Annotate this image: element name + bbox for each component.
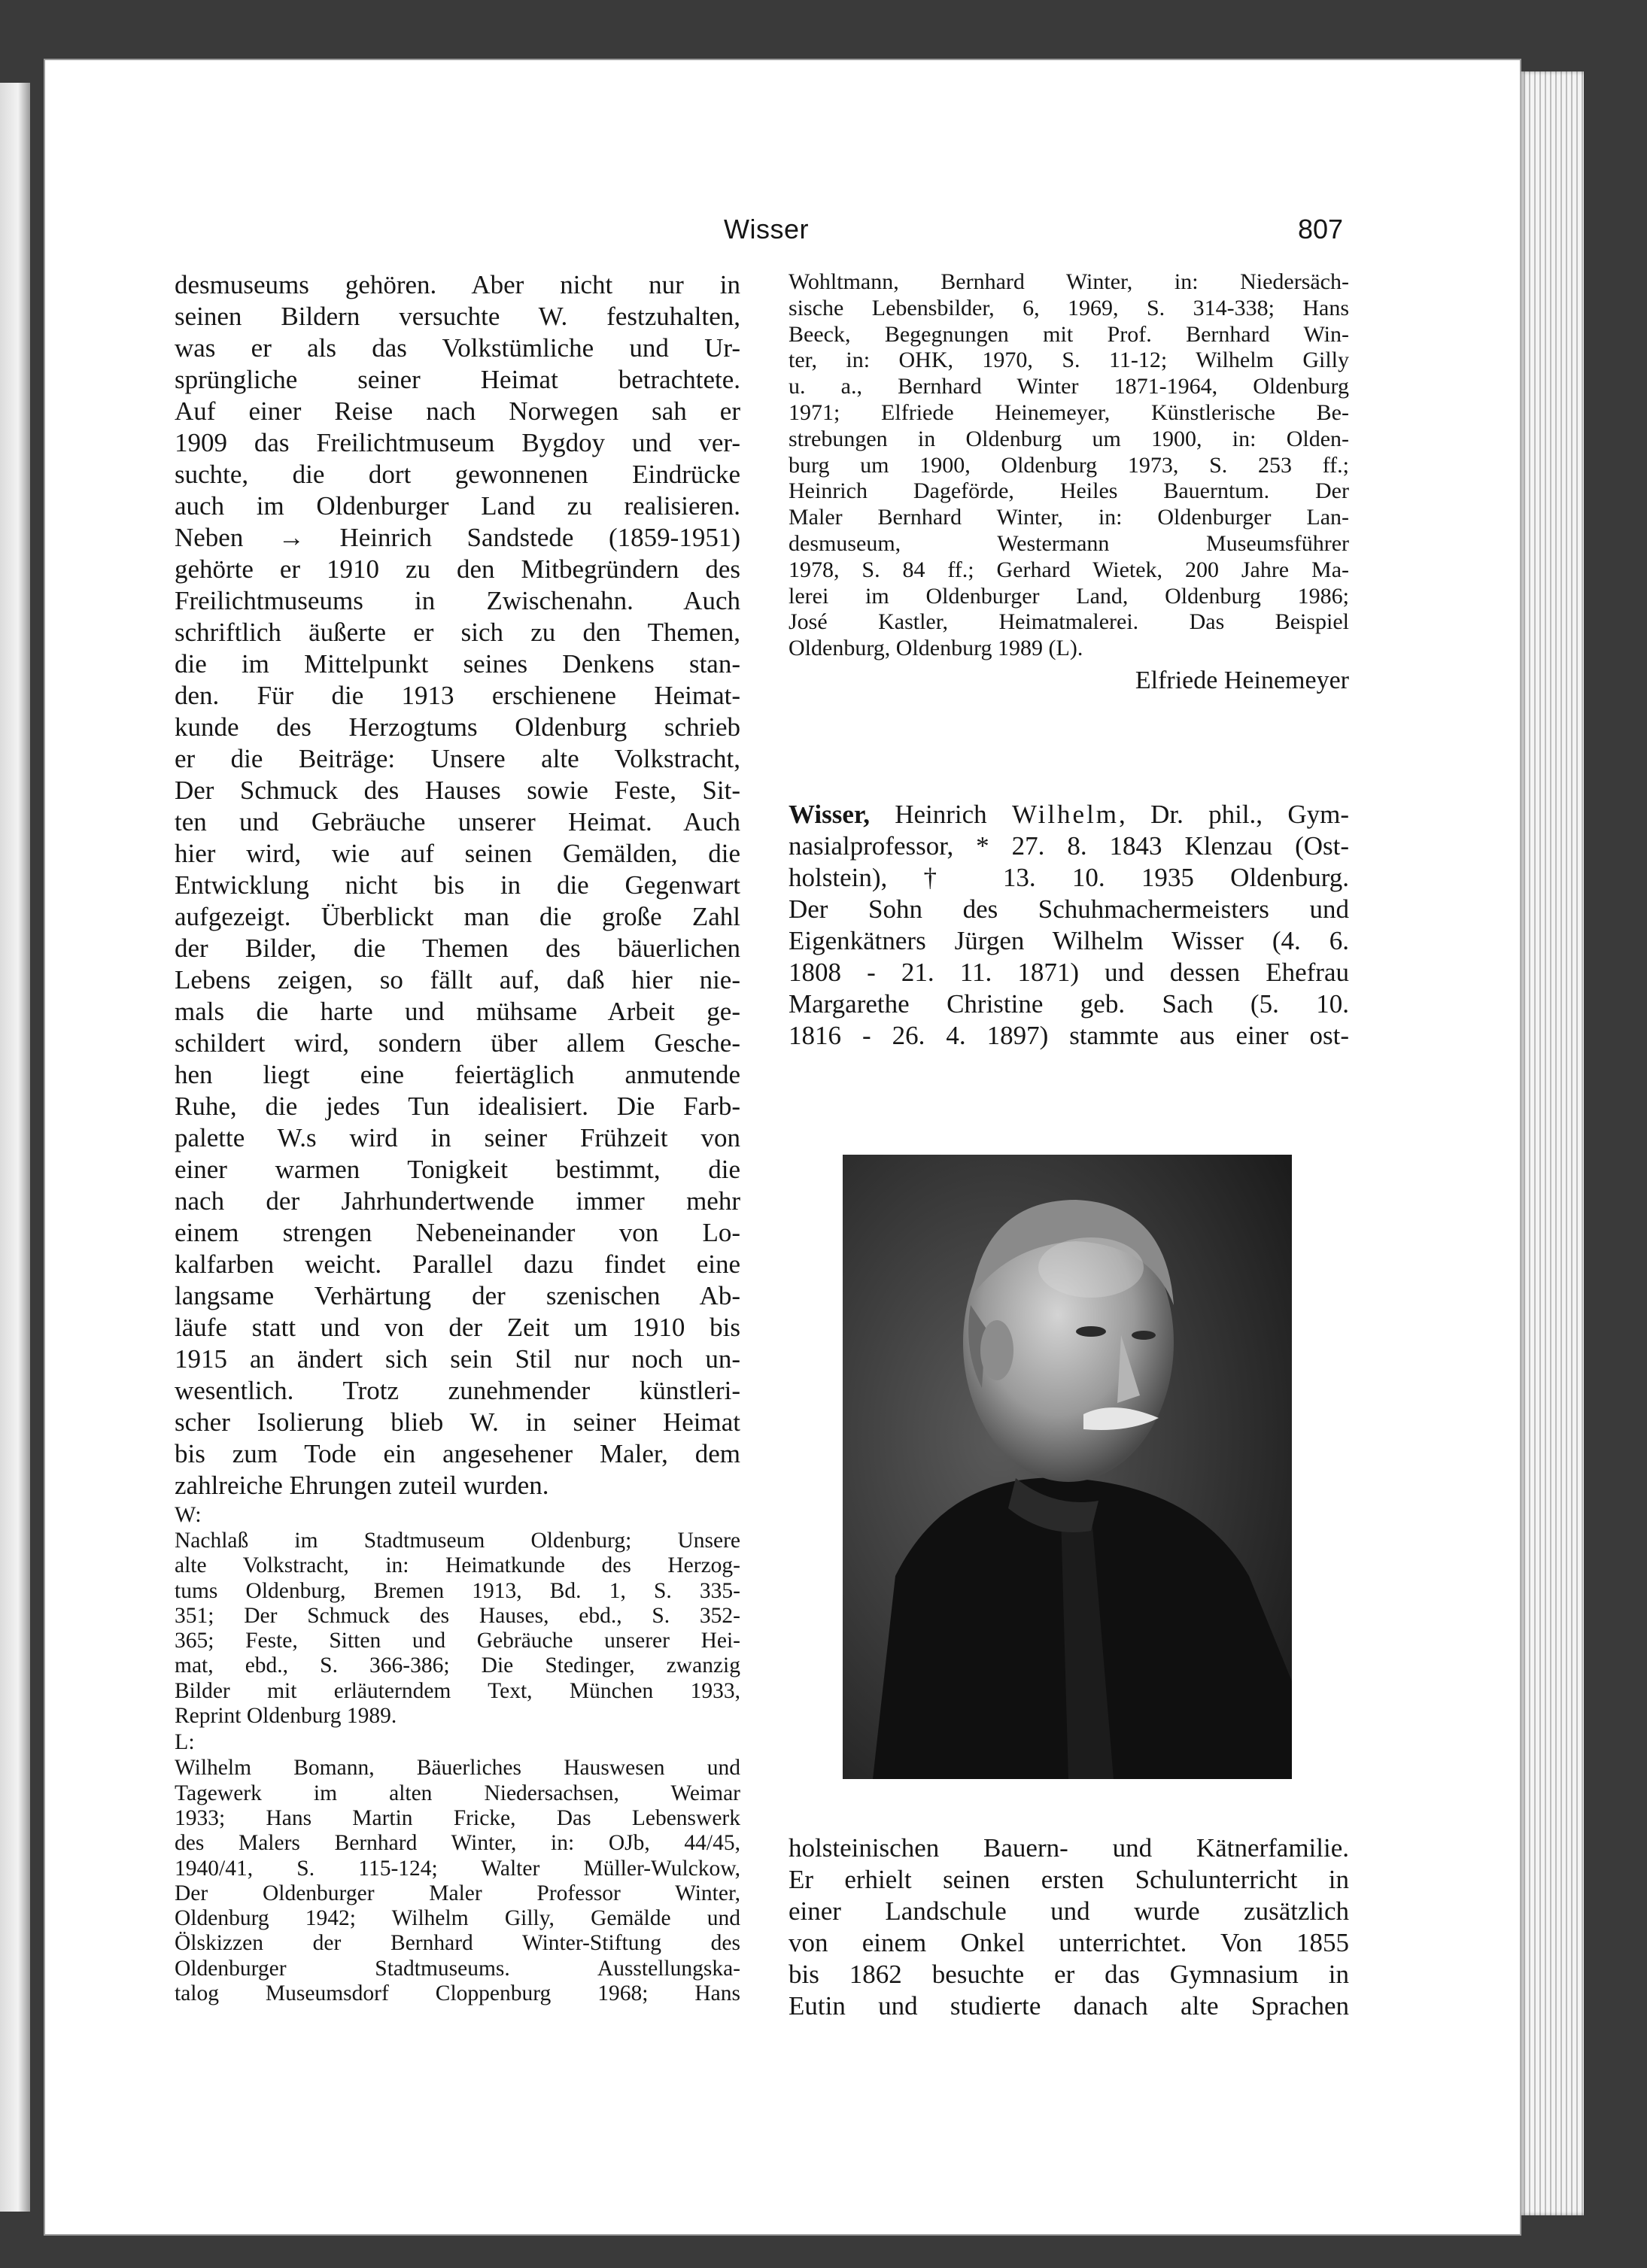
text-line: auch im Oldenburger Land zu realisieren. xyxy=(175,491,740,521)
literature-line: 1933; Hans Martin Fricke, Das Lebenswerk xyxy=(175,1805,740,1830)
text-line: zahlreiche Ehrungen zuteil wurden. xyxy=(175,1471,549,1500)
literature-line: Heinrich Dageförde, Heiles Bauerntum. Der xyxy=(789,478,1349,504)
text-line: Freilichtmuseums in Zwischenahn. Auch xyxy=(175,586,740,615)
text-line: was er als das Volkstümliche und Ur- xyxy=(175,333,740,363)
text-line: bis 1862 besuchte er das Gymnasium in xyxy=(789,1960,1349,1989)
page-stack-edge xyxy=(1520,71,1584,2215)
text-line: hen liegt eine feiertäglich anmutende xyxy=(175,1060,740,1089)
text-line: einer Landschule und wurde zusätzlich xyxy=(789,1896,1349,1926)
literature-line: Beeck, Begegnungen mit Prof. Bernhard Win- xyxy=(789,321,1349,347)
text-line: Der Schmuck des Hauses sowie Feste, Sit- xyxy=(175,776,740,805)
literature-line: Maler Bernhard Winter, in: Oldenburger Lan- xyxy=(789,505,1349,530)
entry-given-name: Heinrich xyxy=(869,799,1012,829)
text-line: nach der Jahrhundertwende immer mehr xyxy=(175,1186,740,1216)
text-line: bis zum Tode ein angesehener Maler, dem xyxy=(175,1439,740,1468)
literature-line: desmuseum, Westermann Museumsführer xyxy=(789,530,1349,556)
literature-list xyxy=(175,1756,740,2006)
literature-line: 1940/41, S. 115-124; Walter Müller-Wulckow, xyxy=(175,1856,740,1881)
literature-line: u. a., Bernhard Winter 1871-1964, Oldenburg xyxy=(789,374,1349,399)
literature-list-continued xyxy=(789,269,1349,662)
facing-page-edge xyxy=(0,83,30,2212)
text-line: hier wird, wie auf seinen Gemälden, die xyxy=(175,839,740,868)
text-line: der Bilder, die Themen des bäuerlichen xyxy=(175,934,740,963)
page-number: 807 xyxy=(1298,214,1344,244)
text-line: langsame Verhärtung der szenischen Ab- xyxy=(175,1281,740,1310)
works-list xyxy=(175,1529,740,1729)
text-line: Eutin und studierte danach alte Sprachen xyxy=(789,1991,1349,2021)
works-line: 351; Der Schmuck des Hauses, ebd., S. 352- xyxy=(175,1603,740,1628)
literature-line: Tagewerk im alten Niedersachsen, Weimar xyxy=(175,1781,740,1805)
works-line: Reprint Oldenburg 1989. xyxy=(175,1704,397,1729)
text-line: mals die harte und mühsame Arbeit ge- xyxy=(175,997,740,1026)
text-line: 1808 - 21. 11. 1871) und dessen Ehefrau xyxy=(789,957,1349,987)
text-line: Eigenkätners Jürgen Wilhelm Wisser (4. 6. xyxy=(789,925,1349,955)
text-line: kalfarben weicht. Parallel dazu findet eine xyxy=(175,1249,740,1279)
literature-line: lerei im Oldenburger Land, Oldenburg 1986; xyxy=(789,583,1349,609)
text-line: schriftlich äußerte er sich zu den Themen, xyxy=(175,618,740,647)
text-line: läufe statt und von der Zeit um 1910 bis xyxy=(175,1313,740,1342)
literature-line: ter, in: OHK, 1970, S. 11-12; Wilhelm Gilly xyxy=(789,348,1349,373)
text-line: er die Beiträge: Unsere alte Volkstracht, xyxy=(175,744,740,773)
text-line: 1909 das Freilichtmuseum Bygdoy und ver- xyxy=(175,428,740,457)
left-body-text xyxy=(175,269,740,1501)
works-line: mat, ebd., S. 366-386; Die Stedinger, zwanzig xyxy=(175,1653,740,1678)
text-line: von einem Onkel unterrichtet. Von 1855 xyxy=(789,1928,1349,1957)
literature-line: Oldenburg 1942; Wilhelm Gilly, Gemälde und xyxy=(175,1906,740,1931)
literature-line: 1978, S. 84 ff.; Gerhard Wietek, 200 Jahre Ma- xyxy=(789,557,1349,582)
biography-entry xyxy=(789,799,1349,1052)
literature-line: des Malers Bernhard Winter, in: OJb, 44/45, xyxy=(175,1831,740,1856)
text-line: nasialprofessor, * 27. 8. 1843 Klenzau (Ost- xyxy=(789,830,1349,861)
text-line: suchte, die dort gewonnenen Eindrücke xyxy=(175,460,740,489)
literature-line: Wilhelm Bomann, Bäuerliches Hauswesen und xyxy=(175,1756,740,1781)
entry-heading-line xyxy=(789,799,1349,830)
text-line: palette W.s wird in seiner Frühzeit von xyxy=(175,1123,740,1152)
text-line: einem strengen Nebeneinander von Lo- xyxy=(175,1218,740,1247)
entry-given-name-spaced: Wilhelm xyxy=(1011,799,1120,829)
text-line: Er erhielt seinen ersten Schulunterricht in xyxy=(789,1865,1349,1894)
portrait-photo xyxy=(843,1155,1292,1779)
text-line: Der Sohn des Schuhmachermeisters und xyxy=(789,894,1349,924)
text-line: kunde des Herzogtums Oldenburg schrieb xyxy=(175,712,740,742)
text-line: holstein), † 13. 10. 1935 Oldenburg. xyxy=(789,862,1349,892)
text-line: den. Für die 1913 erschienene Heimat- xyxy=(175,681,740,710)
literature-line: Wohltmann, Bernhard Winter, in: Niedersäch- xyxy=(789,269,1349,294)
text-line: sprüngliche seiner Heimat betrachtete. xyxy=(175,365,740,394)
works-line: tums Oldenburg, Bremen 1913, Bd. 1, S. 335- xyxy=(175,1578,740,1603)
literature-label: L: xyxy=(175,1729,195,1755)
text-line: Lebens zeigen, so fällt auf, daß hier nie- xyxy=(175,965,740,994)
biography-continuation xyxy=(789,1832,1349,2022)
text-line: ten und Gebräuche unserer Heimat. Auch xyxy=(175,807,740,836)
works-label: W: xyxy=(175,1502,202,1527)
text-line: aufgezeigt. Überblickt man die große Zahl xyxy=(175,902,740,931)
portrait-image xyxy=(843,1155,1292,1779)
text-line: Ruhe, die jedes Tun idealisiert. Die Farb- xyxy=(175,1091,740,1121)
literature-line: strebungen in Oldenburg um 1900, in: Olden- xyxy=(789,426,1349,451)
text-line: schildert wird, sondern über allem Gesche- xyxy=(175,1028,740,1058)
entry-text xyxy=(789,830,1349,1052)
works-line: 365; Feste, Sitten und Gebräuche unserer Hei- xyxy=(175,1629,740,1653)
works-line: Bilder mit erläuterndem Text, München 1933, xyxy=(175,1678,740,1703)
text-line: 1816 - 26. 4. 1897) stammte aus einer ost- xyxy=(789,1020,1349,1050)
entry-name: Wisser, xyxy=(789,799,870,829)
text-line: einer warmen Tonigkeit bestimmt, die xyxy=(175,1155,740,1184)
works-line: Nachlaß im Stadtmuseum Oldenburg; Unsere xyxy=(175,1529,740,1553)
text-line: 1915 an ändert sich sein Stil nur noch un- xyxy=(175,1344,740,1374)
literature-line: José Kastler, Heimatmalerei. Das Beispiel xyxy=(789,609,1349,635)
text-line: Entwicklung nicht bis in die Gegenwart xyxy=(175,870,740,900)
right-column xyxy=(789,269,1349,1052)
literature-line: 1971; Elfriede Heinemeyer, Künstlerische Be- xyxy=(789,399,1349,425)
works-line: alte Volkstracht, in: Heimatkunde des Herzog- xyxy=(175,1553,740,1578)
text-line: Neben → Heinrich Sandstede (1859-1951) xyxy=(175,523,740,552)
literature-line: Oldenburger Stadtmuseums. Ausstellungska- xyxy=(175,1956,740,1981)
text-line: wesentlich. Trotz zunehmender künstleri- xyxy=(175,1376,740,1405)
text-line: gehörte er 1910 zu den Mitbegründern des xyxy=(175,554,740,584)
text-line: Auf einer Reise nach Norwegen sah er xyxy=(175,396,740,426)
literature-line: talog Museumsdorf Cloppenburg 1968; Hans xyxy=(175,1981,740,2006)
text-line: holsteinischen Bauern- und Kätnerfamilie. xyxy=(789,1833,1349,1863)
running-head-title: Wisser xyxy=(724,214,809,244)
literature-line: sische Lebensbilder, 6, 1969, S. 314-338; Hans xyxy=(789,295,1349,320)
article-author: Elfriede Heinemeyer xyxy=(1135,666,1349,694)
literature-line: Der Oldenburger Maler Professor Winter, xyxy=(175,1881,740,1905)
text-line: Margarethe Christine geb. Sach (5. 10. xyxy=(789,988,1349,1019)
text-line: desmuseums gehören. Aber nicht nur in xyxy=(175,270,740,299)
left-column xyxy=(175,269,740,2006)
text-line: seinen Bildern versuchte W. festzuhalten, xyxy=(175,302,740,331)
literature-line: Ölskizzen der Bernhard Winter-Stiftung des xyxy=(175,1931,740,1956)
text-line: scher Isolierung blieb W. in seiner Heimat xyxy=(175,1407,740,1437)
literature-line: burg um 1900, Oldenburg 1973, S. 253 ff.; xyxy=(789,452,1349,478)
text-line: die im Mittelpunkt seines Denkens stan- xyxy=(175,649,740,679)
entry-heading-rest: , Dr. phil., Gym- xyxy=(1119,799,1349,829)
literature-line: Oldenburg, Oldenburg 1989 (L). xyxy=(789,636,1083,661)
